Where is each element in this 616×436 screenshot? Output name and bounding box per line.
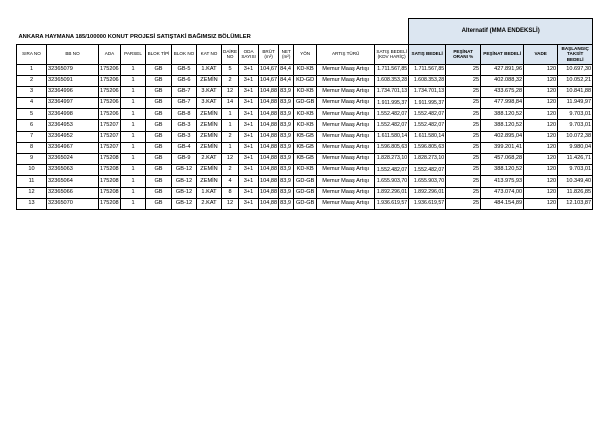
- table-cell: 1: [121, 109, 146, 120]
- table-cell: 83,9: [279, 165, 294, 176]
- table-cell: 175207: [99, 131, 121, 142]
- table-cell: 175208: [99, 165, 121, 176]
- table-cell: ZEMİN: [197, 176, 222, 187]
- table-cell: 457.068,28: [481, 154, 524, 165]
- table-row: [17, 64, 593, 75]
- table-cell: GB: [146, 98, 172, 109]
- table-cell: 12: [222, 154, 239, 165]
- column-header: PARSEL: [121, 44, 146, 64]
- table-cell: 83,9: [279, 154, 294, 165]
- table-cell: 3+1: [239, 86, 259, 97]
- table-cell: KB-GB: [294, 142, 317, 153]
- table-cell: 427.891,96: [481, 64, 524, 75]
- table-cell: 1.936.619,57: [409, 198, 446, 209]
- table-cell: ZEMİN: [197, 131, 222, 142]
- column-header: SIRA NO: [17, 44, 47, 64]
- table-cell: 9.703,01: [558, 120, 593, 131]
- table-row: [17, 86, 593, 97]
- table-cell: 83,9: [279, 131, 294, 142]
- table-cell: 1.655.903,70: [375, 176, 409, 187]
- table-cell: 402.895,04: [481, 131, 524, 142]
- table-cell: GB: [146, 187, 172, 198]
- table-cell: 2.KAT: [197, 198, 222, 209]
- table-cell: 32365066: [47, 187, 99, 198]
- table-body: [17, 64, 593, 209]
- table-cell: 1.KAT: [197, 187, 222, 198]
- column-header: BB NO: [47, 44, 99, 64]
- table-cell: Memur Maaş Artışı: [317, 75, 375, 86]
- table-cell: 120: [524, 131, 558, 142]
- table-cell: GB-7: [172, 98, 197, 109]
- table-row: [17, 109, 593, 120]
- table-cell: 2: [17, 75, 47, 86]
- table-cell: 32364952: [47, 131, 99, 142]
- table-cell: 83,9: [279, 120, 294, 131]
- table-cell: 104,88: [259, 131, 279, 142]
- table-cell: 104,88: [259, 142, 279, 153]
- table-cell: 32365024: [47, 154, 99, 165]
- table-cell: ZEMİN: [197, 120, 222, 131]
- table-cell: GB: [146, 198, 172, 209]
- table-cell: 14: [222, 98, 239, 109]
- table-cell: 25: [446, 154, 481, 165]
- table-row: [17, 120, 593, 131]
- column-header: BLOK NO: [172, 44, 197, 64]
- column-header: BRÜT (m²): [259, 44, 279, 64]
- column-header: PEŞİNAT ORANI %: [446, 44, 481, 64]
- table-cell: Memur Maaş Artışı: [317, 86, 375, 97]
- table-row: [17, 187, 593, 198]
- table-cell: 32365064: [47, 176, 99, 187]
- table-cell: 10.697,30: [558, 64, 593, 75]
- table-cell: 1.552.482,07: [409, 120, 446, 131]
- table-cell: GD-GB: [294, 187, 317, 198]
- table-cell: 9.980,04: [558, 142, 593, 153]
- table-cell: 1.911.995,37: [409, 98, 446, 109]
- table-cell: 120: [524, 75, 558, 86]
- table-cell: 32364998: [47, 109, 99, 120]
- table-cell: 9.703,01: [558, 165, 593, 176]
- table-cell: ZEMİN: [197, 142, 222, 153]
- table-cell: 9.703,01: [558, 109, 593, 120]
- column-header: NET (m²): [279, 44, 294, 64]
- table-cell: KD-GD: [294, 75, 317, 86]
- table-row: [17, 198, 593, 209]
- table-cell: 25: [446, 198, 481, 209]
- table-cell: Memur Maaş Artışı: [317, 64, 375, 75]
- table-cell: GB-3: [172, 120, 197, 131]
- table-cell: 25: [446, 131, 481, 142]
- table-cell: 1: [121, 98, 146, 109]
- table-cell: 5: [222, 64, 239, 75]
- table-cell: ZEMİN: [197, 75, 222, 86]
- table-cell: GB-4: [172, 142, 197, 153]
- table-cell: ZEMİN: [197, 109, 222, 120]
- table-cell: 32364996: [47, 86, 99, 97]
- table-cell: 104,88: [259, 98, 279, 109]
- table-cell: 1.655.903,70: [409, 176, 446, 187]
- table-cell: KD-KB: [294, 120, 317, 131]
- table-cell: 2: [222, 131, 239, 142]
- table-cell: 1.KAT: [197, 64, 222, 75]
- table-cell: 32364967: [47, 142, 99, 153]
- table-cell: GD-GB: [294, 198, 317, 209]
- table-cell: GB-12: [172, 198, 197, 209]
- table-cell: 1: [121, 187, 146, 198]
- table-cell: 11.426,71: [558, 154, 593, 165]
- table-cell: 175206: [99, 109, 121, 120]
- table-cell: Memur Maaş Artışı: [317, 131, 375, 142]
- table-cell: GD-GB: [294, 176, 317, 187]
- table-cell: ZEMİN: [197, 165, 222, 176]
- table-cell: KD-KB: [294, 109, 317, 120]
- table-cell: Memur Maaş Artışı: [317, 142, 375, 153]
- table-cell: 11: [17, 176, 47, 187]
- table-cell: 175206: [99, 75, 121, 86]
- table-cell: 388.120,52: [481, 109, 524, 120]
- column-header: BAŞLANGIÇ TAKSİT BEDELİ: [558, 44, 593, 64]
- table-cell: 3+1: [239, 198, 259, 209]
- table-cell: 83,9: [279, 98, 294, 109]
- column-header: ADA: [99, 44, 121, 64]
- column-header: DAİRE NO: [222, 44, 239, 64]
- table-cell: 2: [222, 165, 239, 176]
- table-cell: 6: [17, 120, 47, 131]
- table-cell: 13: [17, 198, 47, 209]
- table-cell: 120: [524, 165, 558, 176]
- table-cell: 175206: [99, 64, 121, 75]
- table-cell: 120: [524, 142, 558, 153]
- table-cell: 1.552.482,07: [409, 109, 446, 120]
- table-cell: GB-12: [172, 176, 197, 187]
- table-cell: 25: [446, 165, 481, 176]
- table-cell: 1.828.273,10: [409, 154, 446, 165]
- table-cell: 484.154,89: [481, 198, 524, 209]
- table-cell: 2.KAT: [197, 154, 222, 165]
- table-cell: 3+1: [239, 131, 259, 142]
- table-cell: 1.892.296,01: [375, 187, 409, 198]
- table-row: [17, 75, 593, 86]
- table-cell: 25: [446, 86, 481, 97]
- table-cell: 3.KAT: [197, 86, 222, 97]
- table-cell: 120: [524, 120, 558, 131]
- table-cell: 1: [222, 142, 239, 153]
- table-cell: 413.975,93: [481, 176, 524, 187]
- table-cell: 1: [121, 176, 146, 187]
- table-cell: 1: [121, 165, 146, 176]
- table-cell: 120: [524, 187, 558, 198]
- table-cell: Memur Maaş Artışı: [317, 198, 375, 209]
- table-cell: 84,4: [279, 75, 294, 86]
- table-cell: 3+1: [239, 165, 259, 176]
- table-cell: 25: [446, 176, 481, 187]
- units-table: [16, 18, 593, 210]
- table-cell: 1.711.567,85: [409, 64, 446, 75]
- table-cell: 84,4: [279, 64, 294, 75]
- table-cell: 1: [121, 198, 146, 209]
- table-cell: 399.201,41: [481, 142, 524, 153]
- table-row: [17, 131, 593, 142]
- table-cell: 1: [121, 131, 146, 142]
- table-cell: 3+1: [239, 154, 259, 165]
- table-cell: 3.KAT: [197, 98, 222, 109]
- table-cell: GB-9: [172, 154, 197, 165]
- table-cell: 7: [17, 131, 47, 142]
- table-cell: KD-KB: [294, 86, 317, 97]
- table-cell: 83,9: [279, 187, 294, 198]
- table-cell: 175208: [99, 176, 121, 187]
- table-cell: 120: [524, 109, 558, 120]
- table-cell: 175208: [99, 187, 121, 198]
- table-cell: 1.552.482,07: [375, 120, 409, 131]
- table-row: [17, 154, 593, 165]
- table-cell: 3+1: [239, 187, 259, 198]
- table-cell: 10.052,21: [558, 75, 593, 86]
- table-cell: 1: [121, 86, 146, 97]
- table-cell: GB-8: [172, 109, 197, 120]
- table-cell: 3: [17, 86, 47, 97]
- table-cell: 1: [222, 120, 239, 131]
- table-cell: 1.611.580,14: [375, 131, 409, 142]
- title-row: [17, 19, 593, 45]
- table-cell: 104,88: [259, 198, 279, 209]
- table-cell: 175206: [99, 86, 121, 97]
- column-header: BLOK TİPİ: [146, 44, 172, 64]
- table-cell: 32365070: [47, 198, 99, 209]
- table-cell: 32364953: [47, 120, 99, 131]
- table-cell: KB-GB: [294, 154, 317, 165]
- table-cell: 3+1: [239, 64, 259, 75]
- table-cell: 175208: [99, 154, 121, 165]
- table-cell: 3+1: [239, 176, 259, 187]
- table-cell: 1.552.482,07: [409, 165, 446, 176]
- table-cell: KD-KB: [294, 64, 317, 75]
- table-cell: 104,88: [259, 109, 279, 120]
- table-cell: 1.734.701,13: [375, 86, 409, 97]
- table-cell: 12: [222, 198, 239, 209]
- table-cell: 25: [446, 75, 481, 86]
- table-cell: 8: [222, 187, 239, 198]
- table-cell: 11.826,85: [558, 187, 593, 198]
- table-cell: GB: [146, 109, 172, 120]
- table-cell: 1.892.296,01: [409, 187, 446, 198]
- table-cell: 175208: [99, 198, 121, 209]
- table-cell: 11.949,97: [558, 98, 593, 109]
- table-cell: 1.611.580,14: [409, 131, 446, 142]
- table-cell: 83,9: [279, 86, 294, 97]
- header-row: [17, 44, 593, 64]
- table-cell: 83,9: [279, 142, 294, 153]
- table-cell: GD-GB: [294, 98, 317, 109]
- table-cell: GB: [146, 176, 172, 187]
- table-cell: 5: [17, 109, 47, 120]
- table-cell: 25: [446, 120, 481, 131]
- table-cell: 104,67: [259, 64, 279, 75]
- table-cell: 175207: [99, 120, 121, 131]
- column-header: YÖN: [294, 44, 317, 64]
- table-cell: KB-GB: [294, 131, 317, 142]
- alternative-title: Alternatif (MMA ENDEKSLİ): [409, 19, 593, 45]
- table-cell: 25: [446, 187, 481, 198]
- table-cell: GB-12: [172, 187, 197, 198]
- table-cell: Memur Maaş Artışı: [317, 165, 375, 176]
- table-cell: 25: [446, 98, 481, 109]
- table-cell: 3+1: [239, 142, 259, 153]
- table-cell: 388.120,52: [481, 165, 524, 176]
- table-cell: 388.120,52: [481, 120, 524, 131]
- table-cell: GB-12: [172, 165, 197, 176]
- table-cell: GB: [146, 154, 172, 165]
- table-cell: 120: [524, 86, 558, 97]
- table-cell: 25: [446, 64, 481, 75]
- table-cell: 120: [524, 176, 558, 187]
- table-cell: 1.552.482,07: [375, 165, 409, 176]
- table-cell: Memur Maaş Artışı: [317, 154, 375, 165]
- table-cell: GB: [146, 142, 172, 153]
- table-cell: Memur Maaş Artışı: [317, 176, 375, 187]
- column-header: ODA SAYISI: [239, 44, 259, 64]
- table-cell: 1: [121, 120, 146, 131]
- table-cell: GB-5: [172, 64, 197, 75]
- table-cell: 104,88: [259, 187, 279, 198]
- table-cell: 104,67: [259, 75, 279, 86]
- table-row: [17, 98, 593, 109]
- table-cell: 1.552.482,07: [375, 109, 409, 120]
- table-cell: 12: [17, 187, 47, 198]
- table-cell: 120: [524, 198, 558, 209]
- table-cell: 3+1: [239, 98, 259, 109]
- table-cell: KD-KB: [294, 165, 317, 176]
- spreadsheet: [16, 18, 593, 210]
- table-cell: 83,9: [279, 198, 294, 209]
- table-cell: 1.596.805,63: [375, 142, 409, 153]
- table-cell: 25: [446, 109, 481, 120]
- table-cell: 473.074,00: [481, 187, 524, 198]
- column-header: VADE: [524, 44, 558, 64]
- table-cell: 83,9: [279, 109, 294, 120]
- table-cell: 1.936.619,57: [375, 198, 409, 209]
- table-cell: 4: [222, 176, 239, 187]
- table-cell: GB: [146, 64, 172, 75]
- table-cell: 1: [121, 154, 146, 165]
- table-cell: 8: [17, 142, 47, 153]
- table-cell: 10.349,40: [558, 176, 593, 187]
- table-cell: 120: [524, 64, 558, 75]
- table-cell: 2: [222, 75, 239, 86]
- table-cell: 104,88: [259, 120, 279, 131]
- table-cell: 104,88: [259, 176, 279, 187]
- table-cell: Memur Maaş Artışı: [317, 109, 375, 120]
- table-cell: GB: [146, 75, 172, 86]
- column-header: KAT NO: [197, 44, 222, 64]
- table-cell: GB-7: [172, 86, 197, 97]
- table-cell: 433.675,28: [481, 86, 524, 97]
- table-cell: 1: [121, 75, 146, 86]
- table-cell: 12: [222, 86, 239, 97]
- table-cell: 1.608.353,28: [375, 75, 409, 86]
- table-cell: GB: [146, 131, 172, 142]
- table-cell: 1.911.995,37: [375, 98, 409, 109]
- table-cell: Memur Maaş Artışı: [317, 98, 375, 109]
- table-cell: 1.711.567,85: [375, 64, 409, 75]
- table-cell: 104,88: [259, 86, 279, 97]
- table-cell: GB-3: [172, 131, 197, 142]
- table-cell: 10.841,88: [558, 86, 593, 97]
- table-row: [17, 142, 593, 153]
- table-cell: 477.998,84: [481, 98, 524, 109]
- table-cell: 32364997: [47, 98, 99, 109]
- table-cell: GB-6: [172, 75, 197, 86]
- table-cell: 175206: [99, 98, 121, 109]
- table-cell: 3+1: [239, 75, 259, 86]
- table-row: [17, 176, 593, 187]
- table-cell: 3+1: [239, 109, 259, 120]
- table-cell: 3+1: [239, 120, 259, 131]
- table-cell: 25: [446, 142, 481, 153]
- column-header: ARTIŞ TÜRÜ: [317, 44, 375, 64]
- table-cell: GB: [146, 165, 172, 176]
- table-cell: 32365063: [47, 165, 99, 176]
- table-cell: Memur Maaş Artışı: [317, 120, 375, 131]
- column-header: PEŞİNAT BEDELİ: [481, 44, 524, 64]
- table-cell: 1.828.273,10: [375, 154, 409, 165]
- table-cell: 9: [17, 154, 47, 165]
- table-cell: 120: [524, 98, 558, 109]
- table-cell: 120: [524, 154, 558, 165]
- table-cell: 402.088,32: [481, 75, 524, 86]
- table-cell: 1.608.353,28: [409, 75, 446, 86]
- table-cell: 104,88: [259, 154, 279, 165]
- sheet-title: ANKARA HAYMANA 185/100000 KONUT PROJESİ SATIŞTAKİ BAĞIMSIZ BÖLÜMLER: [17, 19, 409, 45]
- table-cell: 1: [121, 64, 146, 75]
- column-header: SATIŞ BEDELİ: [409, 44, 446, 64]
- table-cell: Memur Maaş Artışı: [317, 187, 375, 198]
- table-cell: 32365091: [47, 75, 99, 86]
- table-cell: 1.596.805,63: [409, 142, 446, 153]
- table-cell: 10: [17, 165, 47, 176]
- column-header: SATIŞ BEDELİ (KDV HARİÇ): [375, 44, 409, 64]
- table-cell: 32365079: [47, 64, 99, 75]
- table-cell: GB: [146, 120, 172, 131]
- table-row: [17, 165, 593, 176]
- table-cell: 1: [121, 142, 146, 153]
- table-cell: GB: [146, 86, 172, 97]
- table-cell: 10.072,38: [558, 131, 593, 142]
- table-cell: 83,9: [279, 176, 294, 187]
- table-cell: 1.734.701,13: [409, 86, 446, 97]
- table-cell: 104,88: [259, 165, 279, 176]
- table-cell: 175207: [99, 142, 121, 153]
- table-cell: 1: [17, 64, 47, 75]
- table-cell: 1: [222, 109, 239, 120]
- table-cell: 12.103,87: [558, 198, 593, 209]
- table-cell: 4: [17, 98, 47, 109]
